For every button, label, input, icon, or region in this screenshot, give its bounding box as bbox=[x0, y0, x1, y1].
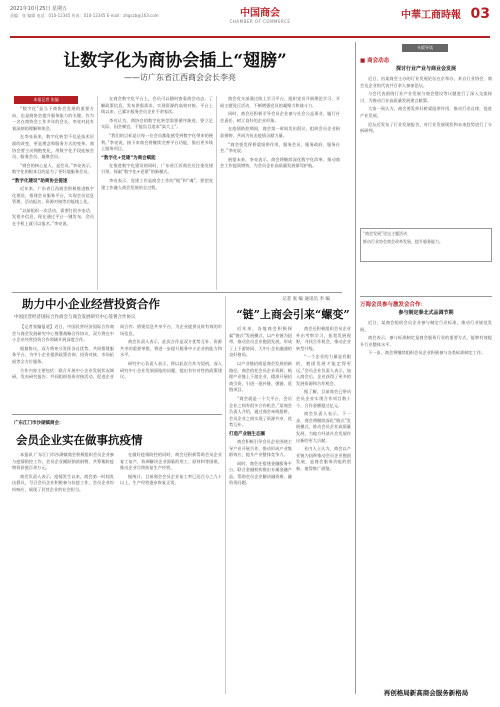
column-divider bbox=[216, 96, 217, 290]
right-section-2-body bbox=[360, 320, 492, 680]
paragraph: “一个企业的力量是有限的，抱团发展才能走得更远。”会员企业负责人表示，加入商会后，企业获得了更多的发展资源和合作机会。 bbox=[296, 354, 351, 386]
paper-name-en: CHAMBER OF COMMERCE bbox=[229, 19, 291, 24]
reporter-label: 本报记者 张编 bbox=[14, 96, 78, 104]
paragraph: 在疫情防控期间，商会第一时间发出倡议，组织会员企业捐款捐物，共同为抗击疫情贡献力量。 bbox=[220, 126, 340, 138]
paragraph: 【记者张编报道】近日，中国民营经济国际合作商会与商会发展研究中心签署战略合作协议，双方将在中小企业经营投资合作领域开展深度合作。 bbox=[12, 324, 114, 343]
paragraph: “商会就是一个大平台，会员企业之间有很多合作机会。”某商会负责人介绍，通过商会牵线搭桥，会员企业之间实现了资源共享、优势互补。 bbox=[229, 395, 292, 428]
right-section-2-subtitle: 参与制定泰北式品调节期 bbox=[398, 310, 454, 316]
article-3-headline: 会员企业实在做事抗疫情 bbox=[16, 433, 143, 447]
column-divider bbox=[97, 96, 98, 290]
section-rule bbox=[360, 296, 492, 297]
lead-subtitle: ——访广东省江西商会会长李亮 bbox=[124, 73, 236, 82]
paragraph: 商会负责人表示，疫情发生以来，商会第一时间发出倡议，号召会员企业积极参与抗疫工作，会员企业纷纷响应，展现了民营企业的社会担当。 bbox=[12, 473, 114, 492]
masthead bbox=[10, 4, 490, 38]
lead-headline: 让数字化为商协会插上“翅膀” bbox=[63, 51, 287, 71]
paragraph: “数字化”是当下商协会发展的重要方向，也是商协会提升服务能力的关键。作为一名在商协会工作多年的会长，李亮对此有着深刻的理解和体会。 bbox=[12, 106, 94, 131]
editor-line: 责编：张 编辑 电话：010-12345 传真：010-12345 E-mail：zhgszb@163.com bbox=[10, 13, 159, 18]
paragraph: 以产业链招商是商会发展的新路径。商会依托会员企业资源，梳理产业链上下游企业，精准开展招商引资，引进一批补链、强链、延链项目。 bbox=[229, 360, 292, 393]
section-rule bbox=[12, 292, 342, 293]
article-1-subhead: “数字化建设”助商协会提速 bbox=[12, 178, 68, 184]
paragraph: 在李亮看来，数字化转型不仅是技术层面的改变，更是理念和服务方式的变革。商协会要主动拥抱变化，用数字化手段连接会员、服务会员、凝聚会员。 bbox=[12, 134, 94, 160]
date-line: 2021年10月25日 星期五 bbox=[10, 6, 68, 12]
paragraph: 李亮表示，党建工作是商会工作的“根”和“魂”，要把党建工作融入商会发展的全过程。 bbox=[101, 177, 213, 190]
right-section-1-body bbox=[360, 76, 492, 224]
right-column-tag: 头版导读 bbox=[402, 44, 448, 52]
paragraph: 近日，某商会组织会员企业参与制定行业标准，推动行业规范发展。 bbox=[360, 320, 492, 332]
paragraph: 商会党支部通过线上学习平台，组织党员开展理论学习，开展主题党日活动，不断增强党员的凝聚力和战斗力。 bbox=[220, 96, 340, 108]
paragraph: 根据协议，双方将充分发挥各自优势，共同搭建服务平台，为中小企业提供政策咨询、投资对接、市场拓展等全方位服务。 bbox=[12, 345, 114, 364]
article-4-subhead: 打造产业链生态圈 bbox=[229, 431, 265, 437]
box-line: “商会发展”论坛主题活动 bbox=[363, 231, 408, 236]
article-1-subhead-2: “数字化+党建”为商会赋能 bbox=[101, 155, 156, 161]
paragraph: 据统计，目前商会会员企业复工率已达百分之九十以上，生产经营逐步恢复正常。 bbox=[120, 473, 222, 486]
paragraph: 论坛还发布了行业发展报告，对行业发展现状和未来趋势进行了分析研判。 bbox=[360, 121, 492, 134]
paragraph: 在商会数字化平台上，会员可以随时查看商会动态、了解政策信息、发布供需需求，实现资源的高效对接。平台上线以来，已累计服务会员企业千余家次。 bbox=[101, 96, 213, 115]
paragraph: 本报讯 广东江门市沙湖镇商会积极组织会员企业参与疫情防控工作，会员企业踊跃捐款捐物，共筹集防疫物资价值百余万元。 bbox=[12, 452, 114, 471]
paragraph: “我们的目标是让每一位会员都能感受到数字化带来的便利。”李亮说，接下来商会将继续完善平台功能，推出更多线上服务项目。 bbox=[101, 132, 213, 152]
paragraph: 与会代表围绕行业产业发展与商会建设等议题进行了深入交流探讨，为推动行业高质量发展建言献策。 bbox=[360, 91, 492, 103]
paragraph: 下一步，商会将继续组织会员企业积极参与各类标准制定工作。 bbox=[368, 350, 486, 356]
column-divider bbox=[225, 296, 226, 694]
article-4-col-2 bbox=[296, 326, 351, 692]
paper-name: 中国商会 bbox=[240, 8, 280, 19]
right-section-1-subtitle: 探讨行业产业与商业会发展 bbox=[395, 66, 456, 72]
article-3-label: 广东江门市沙湖镇商会： bbox=[14, 421, 64, 426]
paragraph: 在推进数字化建设的同时，广东省江西商会还注重党建引领，探索“数字化+党建”的新模式。 bbox=[101, 162, 213, 175]
article-1-col-3 bbox=[220, 96, 340, 290]
article-4-reporter: 记者 张 编 通讯员 李 编 bbox=[282, 297, 330, 302]
bottom-headline: 再创格局新高商会服务新格局 bbox=[383, 689, 469, 697]
paragraph: 合作内容主要包括：联合开展中小企业发展状况调研，发布研究报告；共同组织投资对接活动，促进企业间合作；搭建信息共享平台，为企业提供及时有效的市场信息。 bbox=[12, 324, 222, 380]
section-rule bbox=[12, 414, 222, 415]
article-2-headline: 助力中小企业经营投资合作 bbox=[22, 297, 160, 311]
article-4-col-1 bbox=[229, 326, 292, 692]
article-1-col-2 bbox=[101, 96, 213, 290]
column-divider bbox=[355, 42, 356, 694]
paragraph: 商会负责人表示，下一步，商会将继续深化“链式”发展模式，推动会员企业高质量发展，为地方经济社会发展作出新的更大贡献。 bbox=[296, 411, 351, 443]
article-2-body bbox=[12, 324, 222, 408]
paragraph: 据了解，目前商会已带动会员企业实现合作项目数十个，合作金额超过亿元。 bbox=[296, 389, 351, 408]
paragraph: 商会负责人表示，此次合作是双方优势互补、资源共享的重要举措，将进一步提升服务中小企业的能力和水平。 bbox=[120, 339, 222, 358]
paragraph: 在做好疫情防控的同时，商会还积极帮助会员企业复工复产，协调解决企业面临的用工、原材料等困难，推动企业尽快恢复生产经营。 bbox=[120, 452, 222, 471]
article-3-body bbox=[12, 452, 222, 692]
article-4-headline: “链”上商会引来“螺变” bbox=[236, 308, 350, 321]
section-header bbox=[401, 6, 490, 22]
paragraph: 展望未来，李亮表示，商会将继续深化数字化改革，推动商会工作提质增效，为会员企业高质量发展保驾护航。 bbox=[220, 156, 340, 169]
article-1-col-1 bbox=[12, 106, 94, 290]
paragraph: 大家一致认为，商会要发挥好桥梁纽带作用，推动行业自律，促进产业发展。 bbox=[360, 106, 492, 118]
right-section-1-title: ■ 商会动态 bbox=[360, 58, 390, 64]
paragraph: 近日，由某商会主办的行业发展论坛在京举办，来自行业协会、商会及企业的代表共百余人参加论坛。 bbox=[360, 76, 492, 88]
highlight-box bbox=[360, 228, 492, 262]
paragraph: 研究中心负责人表示，将以此次合作为契机，深入研究中小企业发展面临的问题，提出有针对性的政策建议。 bbox=[120, 360, 222, 380]
paragraph: 同时，商会还搭建金融服务平台，联合金融机构推出专属金融产品，帮助会员企业解决融资难、融资贵问题。 bbox=[229, 460, 292, 486]
box-line: 推动行业协会商会改革发展，提升服务能力。 bbox=[363, 239, 443, 244]
paper-logo bbox=[210, 4, 310, 24]
paragraph: “商会要发挥桥梁纽带作用，服务会员、服务政府、服务社会。”李亮说。 bbox=[220, 141, 340, 154]
paragraph: “以前组织一次活动，需要打很多电话、发很多信息，现在通过平台一键发布，会员在手机上就可以报名。”李亮说。 bbox=[12, 207, 94, 226]
right-section-2-title: 万海会员参与激发会合作： bbox=[360, 302, 427, 308]
paragraph: 李亮认为，商协会的数字化转型需要循序渐进，要立足实际、因会制宜，不能盲目追求“高大上”。 bbox=[101, 117, 213, 130]
paragraph: 商会还积极组织会员企业外出考察学习，拓宽发展视野，寻找合作机会，推动企业转型升级。 bbox=[296, 326, 351, 351]
article-2-subtitle: 中国民营经济国际合作商会与商会发展研究中心签署合作协议 bbox=[14, 315, 136, 320]
page-number: 03 bbox=[470, 6, 490, 22]
section-name: 中華工商時報 bbox=[401, 10, 462, 21]
paragraph: 商会积极引导会员企业围绕主导产业开展合作，推动形成产业集群效应，提升产业整体竞争力。 bbox=[229, 438, 292, 458]
paragraph: 商会表示，参与标准制定是商会服务行业的重要方式，能够有效提升行业整体水平。 bbox=[360, 335, 492, 347]
paragraph: 业内人士认为，商会以产业链为纽带推动会员企业抱团发展，是商会服务功能的创新，值得推广借鉴。 bbox=[296, 446, 351, 471]
paragraph: 同时，商会还积极引导会员企业参与社会公益事业，履行社会责任，树立良好的企业形象。 bbox=[220, 111, 340, 123]
paragraph: 近年来，广东省江西商会积极推进数字化建设，搭建会员服务平台，实现会员信息管理、活动报名、资源对接等功能线上化。 bbox=[12, 185, 94, 205]
paragraph: “商会的核心是人，是会员。”李亮表示，数字化的根本目的是为了更好地服务会员。 bbox=[12, 162, 94, 175]
paragraph: 近年来，各地商会积极探索“链式”发展模式，以产业链为纽带，推动会员企业抱团发展，形成了上下游协同、大中小企业融通的良好格局。 bbox=[229, 326, 292, 358]
